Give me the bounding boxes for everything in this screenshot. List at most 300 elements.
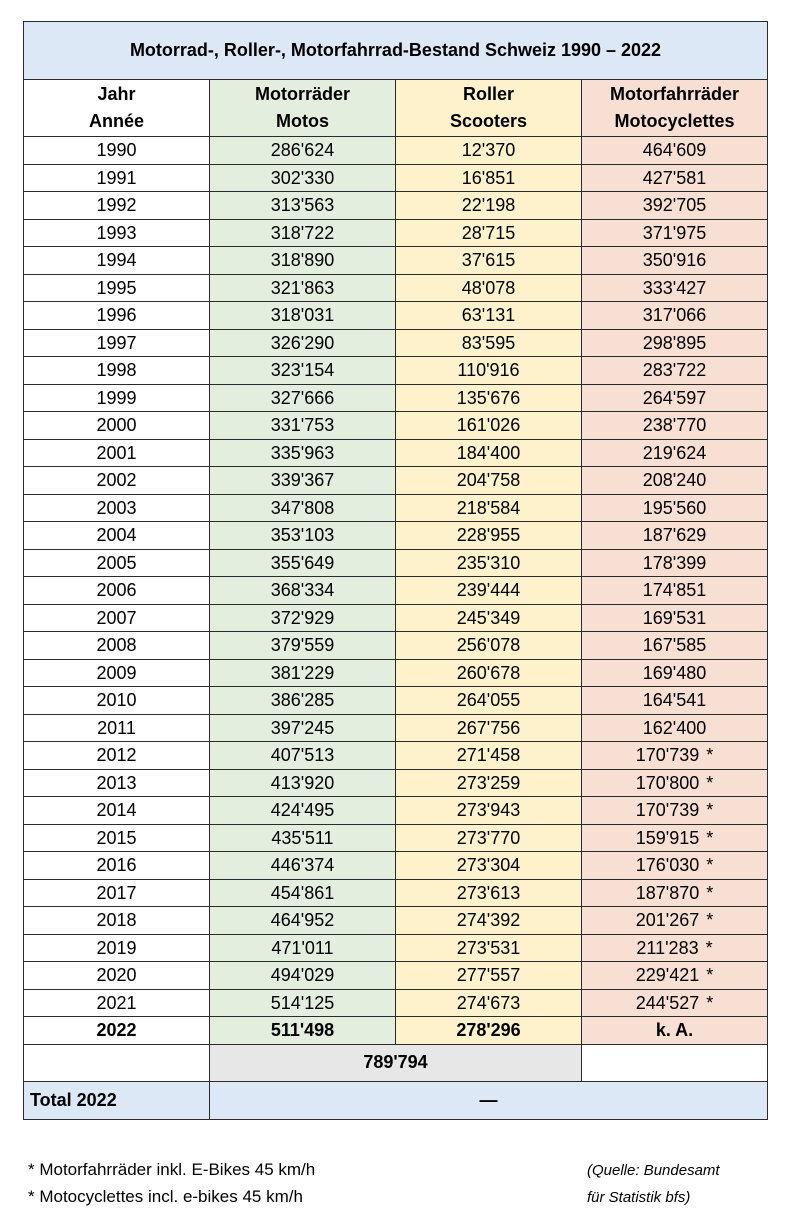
table-row xyxy=(24,137,768,165)
roller-cell xyxy=(396,604,582,632)
source-line-2: für Statistik bfs) xyxy=(587,1189,691,1206)
table-row xyxy=(24,687,768,715)
mofa-cell xyxy=(582,934,768,962)
motos-cell-value: 386'285 xyxy=(270,690,335,711)
footnote-marker: * xyxy=(706,965,714,986)
year-cell-value: 2016 xyxy=(96,855,137,876)
mofa-cell-value: 164'541 xyxy=(642,690,707,711)
roller-cell xyxy=(396,329,582,357)
mofa-cell-value: 174'851 xyxy=(642,580,707,601)
table-row xyxy=(24,274,768,302)
motos-cell-value: 335'963 xyxy=(270,442,335,463)
mofa-cell xyxy=(582,164,768,192)
roller-cell xyxy=(396,357,582,385)
roller-cell xyxy=(396,742,582,770)
motos-cell xyxy=(210,439,396,467)
table-row xyxy=(24,302,768,330)
mofa-cell-value: 159'915 xyxy=(635,827,700,848)
roller-cell-value: 239'444 xyxy=(456,580,521,601)
total-label: Total 2022 xyxy=(24,1081,210,1119)
year-cell-value: 2002 xyxy=(96,470,137,491)
motos-cell xyxy=(210,1017,396,1045)
roller-cell xyxy=(396,907,582,935)
motos-cell xyxy=(210,137,396,165)
motos-cell xyxy=(210,604,396,632)
year-cell-value: 1994 xyxy=(96,250,137,271)
title-row xyxy=(24,22,768,80)
motos-cell xyxy=(210,824,396,852)
year-cell-value: 2012 xyxy=(96,745,137,766)
year-cell xyxy=(24,412,210,440)
motos-cell xyxy=(210,934,396,962)
mofa-cell xyxy=(582,219,768,247)
roller-cell xyxy=(396,934,582,962)
year-cell xyxy=(24,907,210,935)
mofa-cell xyxy=(582,632,768,660)
header-mofa-fr: Motocyclettes xyxy=(614,111,735,131)
roller-cell-value: 37'615 xyxy=(461,250,516,271)
year-cell xyxy=(24,467,210,495)
year-cell xyxy=(24,329,210,357)
motos-cell xyxy=(210,632,396,660)
mofa-cell-value: 167'585 xyxy=(642,635,707,656)
roller-cell-value: 12'370 xyxy=(461,140,516,161)
mofa-cell-value: 187'870 xyxy=(635,882,700,903)
motos-cell-value: 318'722 xyxy=(270,222,335,243)
mofa-cell-value: 264'597 xyxy=(642,387,707,408)
motos-cell-value: 321'863 xyxy=(270,277,335,298)
year-cell xyxy=(24,989,210,1017)
table-row xyxy=(24,769,768,797)
roller-cell xyxy=(396,439,582,467)
year-cell xyxy=(24,934,210,962)
mofa-cell xyxy=(582,1017,768,1045)
mofa-cell xyxy=(582,412,768,440)
motos-cell-value: 413'920 xyxy=(270,772,335,793)
motos-cell xyxy=(210,989,396,1017)
motos-cell xyxy=(210,659,396,687)
roller-cell xyxy=(396,797,582,825)
mofa-cell-value: 244'527 xyxy=(635,992,700,1013)
motos-cell xyxy=(210,522,396,550)
mofa-cell xyxy=(582,852,768,880)
sum-row xyxy=(24,1044,768,1081)
motos-cell-value: 313'563 xyxy=(270,195,335,216)
roller-cell xyxy=(396,137,582,165)
mofa-cell xyxy=(582,439,768,467)
roller-cell xyxy=(396,1017,582,1045)
mofa-cell-value: 464'609 xyxy=(642,140,707,161)
header-row xyxy=(24,80,768,137)
motos-cell-value: 286'624 xyxy=(270,140,335,161)
motos-cell xyxy=(210,274,396,302)
mofa-cell-value: 169'480 xyxy=(642,662,707,683)
roller-cell-value: 273'304 xyxy=(456,855,521,876)
year-cell xyxy=(24,687,210,715)
mofa-cell-value: 176'030 xyxy=(635,855,700,876)
table-row xyxy=(24,989,768,1017)
year-cell-value: 2019 xyxy=(96,937,137,958)
footnote-marker: * xyxy=(705,937,713,958)
motos-cell xyxy=(210,467,396,495)
motos-cell-value: 368'334 xyxy=(270,580,335,601)
table-row xyxy=(24,659,768,687)
motos-cell xyxy=(210,577,396,605)
year-cell-value: 1997 xyxy=(96,332,137,353)
roller-cell-value: 273'770 xyxy=(456,827,521,848)
motos-cell xyxy=(210,412,396,440)
footnote-marker: * xyxy=(706,745,714,766)
year-cell xyxy=(24,549,210,577)
motos-cell xyxy=(210,714,396,742)
year-cell-value: 2017 xyxy=(96,882,137,903)
motos-cell-value: 318'890 xyxy=(270,250,335,271)
header-mofa xyxy=(582,80,768,137)
mofa-cell xyxy=(582,384,768,412)
year-cell xyxy=(24,714,210,742)
year-cell-value: 2013 xyxy=(96,772,137,793)
motos-cell xyxy=(210,879,396,907)
roller-cell xyxy=(396,164,582,192)
year-cell-value: 2001 xyxy=(96,442,137,463)
year-cell-value: 2020 xyxy=(96,965,137,986)
roller-cell xyxy=(396,274,582,302)
motos-cell xyxy=(210,357,396,385)
year-cell-value: 1995 xyxy=(96,277,137,298)
year-cell xyxy=(24,439,210,467)
year-cell xyxy=(24,137,210,165)
year-cell-value: 2022 xyxy=(96,1020,137,1041)
mofa-cell-value: 333'427 xyxy=(642,277,707,298)
year-cell-value: 2014 xyxy=(96,800,137,821)
motos-cell xyxy=(210,769,396,797)
header-motos xyxy=(210,80,396,137)
roller-cell-value: 273'613 xyxy=(456,882,521,903)
mofa-cell-value: 392'705 xyxy=(642,195,707,216)
roller-cell xyxy=(396,384,582,412)
mofa-cell-value: 317'066 xyxy=(642,305,707,326)
motos-cell-value: 494'029 xyxy=(270,965,335,986)
year-cell-value: 2010 xyxy=(96,690,137,711)
mofa-cell-value: 427'581 xyxy=(642,167,707,188)
table-row xyxy=(24,329,768,357)
roller-cell-value: 16'851 xyxy=(461,167,516,188)
table-row xyxy=(24,412,768,440)
mofa-cell xyxy=(582,357,768,385)
mofa-cell xyxy=(582,494,768,522)
motos-cell-value: 446'374 xyxy=(270,855,335,876)
mofa-cell-value: 350'916 xyxy=(642,250,707,271)
mofa-cell-value: 178'399 xyxy=(642,552,707,573)
table-row xyxy=(24,604,768,632)
table-row xyxy=(24,439,768,467)
roller-cell-value: 245'349 xyxy=(456,607,521,628)
table-row xyxy=(24,907,768,935)
roller-cell-value: 22'198 xyxy=(461,195,516,216)
mofa-cell-value: 170'800 xyxy=(635,772,700,793)
footnote-marker: * xyxy=(706,992,714,1013)
year-cell xyxy=(24,824,210,852)
motos-cell-value: 331'753 xyxy=(270,415,335,436)
mofa-cell xyxy=(582,137,768,165)
table-row xyxy=(24,494,768,522)
mofa-cell-value: k. A. xyxy=(655,1020,694,1041)
mofa-cell xyxy=(582,604,768,632)
footnote-marker: * xyxy=(706,855,714,876)
table-row xyxy=(24,357,768,385)
table-row xyxy=(24,934,768,962)
mofa-cell xyxy=(582,467,768,495)
year-cell xyxy=(24,219,210,247)
mofa-cell-value: 162'400 xyxy=(642,717,707,738)
roller-cell-value: 274'673 xyxy=(456,992,521,1013)
motos-cell-value: 454'861 xyxy=(270,882,335,903)
motos-cell xyxy=(210,797,396,825)
year-cell xyxy=(24,247,210,275)
footnote-de: * Motorfahrräder inkl. E-Bikes 45 km/h xyxy=(28,1160,316,1179)
roller-cell-value: 235'310 xyxy=(456,552,521,573)
footnote-marker: * xyxy=(706,882,714,903)
header-year xyxy=(24,80,210,137)
footnote-marker: * xyxy=(706,910,714,931)
mofa-cell-value: 298'895 xyxy=(642,332,707,353)
motos-cell-value: 471'011 xyxy=(271,937,334,958)
footnote-marker: * xyxy=(706,800,714,821)
motos-cell xyxy=(210,907,396,935)
motos-cell-value: 327'666 xyxy=(270,387,335,408)
motos-cell xyxy=(210,549,396,577)
year-cell-value: 1993 xyxy=(96,222,137,243)
mofa-cell xyxy=(582,329,768,357)
mofa-cell-value: 170'739 xyxy=(635,745,700,766)
roller-cell xyxy=(396,412,582,440)
header-motos-de: Motorräder xyxy=(254,84,350,104)
table-row xyxy=(24,247,768,275)
mofa-cell-value: 170'739 xyxy=(635,800,700,821)
footnote-marker: * xyxy=(706,772,714,793)
year-cell xyxy=(24,302,210,330)
roller-cell-value: 161'026 xyxy=(456,415,521,436)
roller-cell xyxy=(396,824,582,852)
year-cell xyxy=(24,522,210,550)
roller-cell xyxy=(396,879,582,907)
mofa-cell xyxy=(582,659,768,687)
roller-cell xyxy=(396,659,582,687)
roller-cell-value: 135'676 xyxy=(456,387,521,408)
year-cell xyxy=(24,852,210,880)
roller-cell xyxy=(396,192,582,220)
table-row xyxy=(24,879,768,907)
roller-cell-value: 228'955 xyxy=(456,525,521,546)
total-row xyxy=(24,1081,768,1119)
roller-cell-value: 63'131 xyxy=(461,305,516,326)
table-row xyxy=(24,192,768,220)
year-cell-value: 1999 xyxy=(96,387,137,408)
roller-cell xyxy=(396,522,582,550)
year-cell-value: 2006 xyxy=(96,580,137,601)
roller-cell xyxy=(396,714,582,742)
table-row xyxy=(24,384,768,412)
roller-cell-value: 271'458 xyxy=(456,745,521,766)
mofa-cell xyxy=(582,824,768,852)
table-row xyxy=(24,852,768,880)
mofa-cell-value: 208'240 xyxy=(642,470,707,491)
motos-cell xyxy=(210,302,396,330)
motos-cell-value: 372'929 xyxy=(270,607,335,628)
roller-cell xyxy=(396,989,582,1017)
mofa-cell-value: 187'629 xyxy=(642,525,707,546)
motos-cell xyxy=(210,219,396,247)
roller-cell-value: 273'531 xyxy=(456,937,521,958)
mofa-cell xyxy=(582,522,768,550)
table-row xyxy=(24,797,768,825)
motos-cell-value: 435'511 xyxy=(271,827,334,848)
mofa-cell-value: 211'283 xyxy=(636,937,699,958)
mofa-cell xyxy=(582,687,768,715)
year-cell-value: 2008 xyxy=(96,635,137,656)
year-cell-value: 2003 xyxy=(96,497,137,518)
year-cell-value: 2004 xyxy=(96,525,137,546)
mofa-cell xyxy=(582,192,768,220)
header-year-fr: Année xyxy=(88,111,144,131)
motos-cell-value: 424'495 xyxy=(270,800,335,821)
motos-cell-value: 464'952 xyxy=(270,910,335,931)
motos-cell-value: 323'154 xyxy=(270,360,335,381)
roller-cell-value: 184'400 xyxy=(456,442,521,463)
mofa-cell-value: 201'267 xyxy=(635,910,700,931)
mofa-cell xyxy=(582,962,768,990)
mofa-cell-value: 238'770 xyxy=(642,415,707,436)
year-cell xyxy=(24,577,210,605)
year-cell-value: 1998 xyxy=(96,360,137,381)
motos-cell-value: 339'367 xyxy=(270,470,335,491)
motos-cell-value: 318'031 xyxy=(270,305,335,326)
year-cell xyxy=(24,659,210,687)
table-row xyxy=(24,1017,768,1045)
roller-cell-value: 273'943 xyxy=(456,800,521,821)
roller-cell-value: 267'756 xyxy=(456,717,521,738)
mofa-cell xyxy=(582,797,768,825)
year-cell-value: 1996 xyxy=(96,305,137,326)
motos-cell-value: 302'330 xyxy=(270,167,335,188)
motos-cell xyxy=(210,852,396,880)
roller-cell xyxy=(396,302,582,330)
total-value: — xyxy=(210,1081,768,1119)
motos-cell-value: 353'103 xyxy=(270,525,335,546)
mofa-cell xyxy=(582,302,768,330)
roller-cell-value: 28'715 xyxy=(461,222,516,243)
roller-cell xyxy=(396,247,582,275)
mofa-cell xyxy=(582,714,768,742)
table-row xyxy=(24,577,768,605)
mofa-cell xyxy=(582,769,768,797)
mofa-cell xyxy=(582,577,768,605)
roller-cell xyxy=(396,962,582,990)
motos-cell xyxy=(210,329,396,357)
mofa-cell xyxy=(582,549,768,577)
mofa-cell-value: 195'560 xyxy=(642,497,707,518)
roller-cell xyxy=(396,219,582,247)
year-cell xyxy=(24,632,210,660)
year-cell xyxy=(24,797,210,825)
table-row xyxy=(24,632,768,660)
year-cell xyxy=(24,879,210,907)
mofa-cell xyxy=(582,742,768,770)
motos-cell xyxy=(210,384,396,412)
roller-cell xyxy=(396,687,582,715)
year-cell-value: 2018 xyxy=(96,910,137,931)
sum-2022-value: 789'794 xyxy=(210,1044,582,1081)
motos-cell xyxy=(210,687,396,715)
year-cell-value: 2007 xyxy=(96,607,137,628)
year-cell-value: 2009 xyxy=(96,662,137,683)
motos-cell-value: 355'649 xyxy=(270,552,335,573)
mofa-cell-value: 229'421 xyxy=(635,965,700,986)
year-cell-value: 1991 xyxy=(96,167,137,188)
roller-cell-value: 277'557 xyxy=(456,965,521,986)
roller-cell-value: 110'916 xyxy=(457,360,520,381)
year-cell-value: 1992 xyxy=(96,195,137,216)
year-cell-value: 2005 xyxy=(96,552,137,573)
mofa-cell-value: 371'975 xyxy=(642,222,707,243)
year-cell xyxy=(24,192,210,220)
sum-empty-left xyxy=(24,1044,210,1081)
year-cell-value: 2011 xyxy=(97,717,136,738)
motos-cell-value: 397'245 xyxy=(270,717,335,738)
mofa-cell xyxy=(582,247,768,275)
table-row xyxy=(24,742,768,770)
motos-cell xyxy=(210,164,396,192)
roller-cell-value: 274'392 xyxy=(456,910,521,931)
motos-cell-value: 326'290 xyxy=(270,332,335,353)
year-cell xyxy=(24,1017,210,1045)
header-roller xyxy=(396,80,582,137)
motos-cell-value: 381'229 xyxy=(270,662,335,683)
vehicle-stock-table xyxy=(23,21,768,1120)
roller-cell-value: 278'296 xyxy=(456,1020,521,1041)
header-roller-fr: Scooters xyxy=(449,111,528,131)
table-title: Motorrad-, Roller-, Motorfahrrad-Bestand Schweiz 1990 – 2022 xyxy=(24,22,768,80)
roller-cell-value: 204'758 xyxy=(456,470,521,491)
year-cell-value: 2021 xyxy=(96,992,137,1013)
year-cell xyxy=(24,164,210,192)
sum-empty-right xyxy=(582,1044,768,1081)
year-cell xyxy=(24,769,210,797)
table-row xyxy=(24,467,768,495)
year-cell xyxy=(24,962,210,990)
roller-cell xyxy=(396,467,582,495)
mofa-cell xyxy=(582,879,768,907)
roller-cell xyxy=(396,494,582,522)
motos-cell xyxy=(210,247,396,275)
roller-cell xyxy=(396,577,582,605)
motos-cell xyxy=(210,494,396,522)
motos-cell-value: 511'498 xyxy=(270,1020,335,1041)
roller-cell-value: 83'595 xyxy=(461,332,516,353)
motos-cell xyxy=(210,962,396,990)
year-cell-value: 2000 xyxy=(96,415,137,436)
table-row xyxy=(24,549,768,577)
header-roller-de: Roller xyxy=(462,84,514,104)
roller-cell-value: 273'259 xyxy=(456,772,521,793)
year-cell xyxy=(24,384,210,412)
mofa-cell xyxy=(582,989,768,1017)
table-row xyxy=(24,962,768,990)
motos-cell xyxy=(210,192,396,220)
roller-cell xyxy=(396,852,582,880)
year-cell xyxy=(24,357,210,385)
table-row xyxy=(24,522,768,550)
